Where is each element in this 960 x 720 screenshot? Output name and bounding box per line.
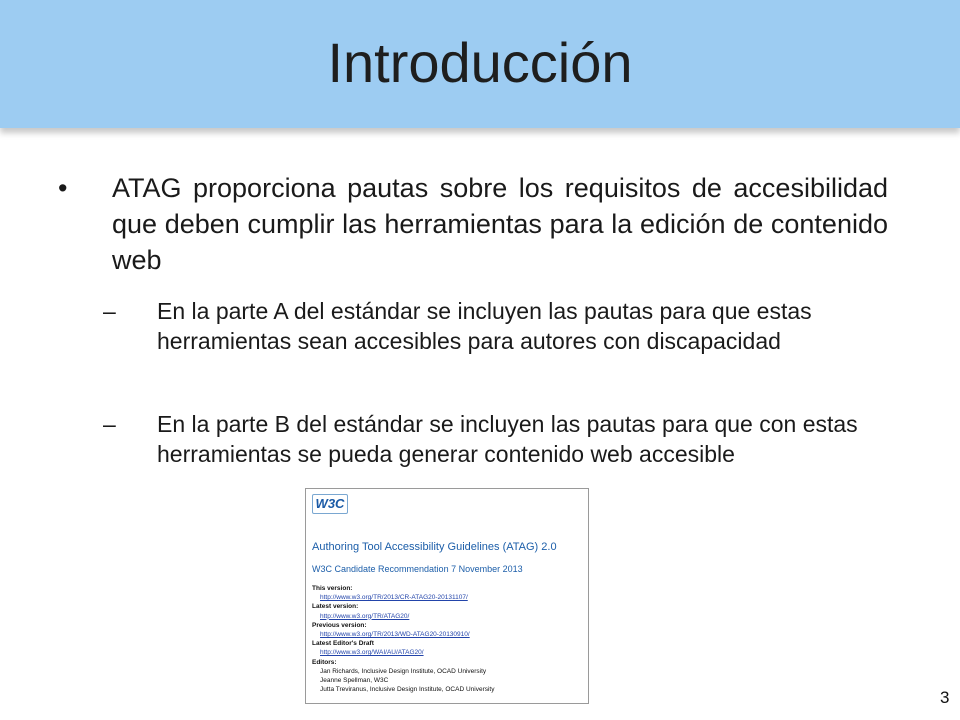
- editors-label: Editors:: [312, 658, 337, 666]
- editor-name: Jeanne Spellman, W3C: [320, 677, 389, 685]
- latest-draft-label: Latest Editor's Draft: [312, 640, 374, 648]
- previous-version-label: Previous version:: [312, 621, 367, 629]
- sub-item-part-a: [103, 296, 903, 356]
- latest-version-link[interactable]: http://www.w3.org/TR/ATAG20/: [320, 612, 410, 620]
- sub-item-text: En la parte A del estándar se incluyen las pautas para que estas herramientas sean accesibles para autores con discapacidad: [157, 298, 812, 354]
- bullet-text: ATAG proporciona pautas sobre los requisitos de accesibilidad que deben cumplir las herramientas para la edición de contenido web: [112, 173, 888, 275]
- sub-item-part-b: [103, 409, 903, 469]
- previous-version-link[interactable]: http://www.w3.org/TR/2013/WD-ATAG20-20130910/: [320, 631, 470, 639]
- latest-draft-link[interactable]: http://www.w3.org/WAI/AU/ATAG20/: [320, 649, 424, 657]
- editor-name: Jutta Treviranus, Inclusive Design Institute, OCAD University: [320, 686, 495, 694]
- page-number: 3: [940, 688, 950, 707]
- w3c-doc-versions: [312, 584, 584, 694]
- this-version-link[interactable]: http://www.w3.org/TR/2013/CR-ATAG20-20131107/: [320, 594, 468, 602]
- w3c-logo: W3C: [312, 494, 348, 514]
- w3c-doc-subtitle: W3C Candidate Recommendation 7 November 2013: [312, 564, 523, 574]
- latest-version-label: Latest version:: [312, 603, 359, 611]
- sub-item-dash: –: [103, 298, 116, 324]
- w3c-document-screenshot: [305, 488, 589, 704]
- bullet-symbol: •: [58, 173, 68, 203]
- slide-title: Introducción: [327, 31, 633, 94]
- editor-name: Jan Richards, Inclusive Design Institute, OCAD University: [320, 667, 487, 675]
- sub-item-text: En la parte B del estándar se incluyen las pautas para que con estas herramientas se pueda generar contenido web accesible: [157, 411, 858, 467]
- this-version-label: This version:: [312, 585, 353, 592]
- sub-item-dash: –: [103, 411, 116, 437]
- main-bullet: [58, 170, 888, 278]
- w3c-doc-title: Authoring Tool Accessibility Guidelines (ATAG) 2.0: [312, 541, 557, 553]
